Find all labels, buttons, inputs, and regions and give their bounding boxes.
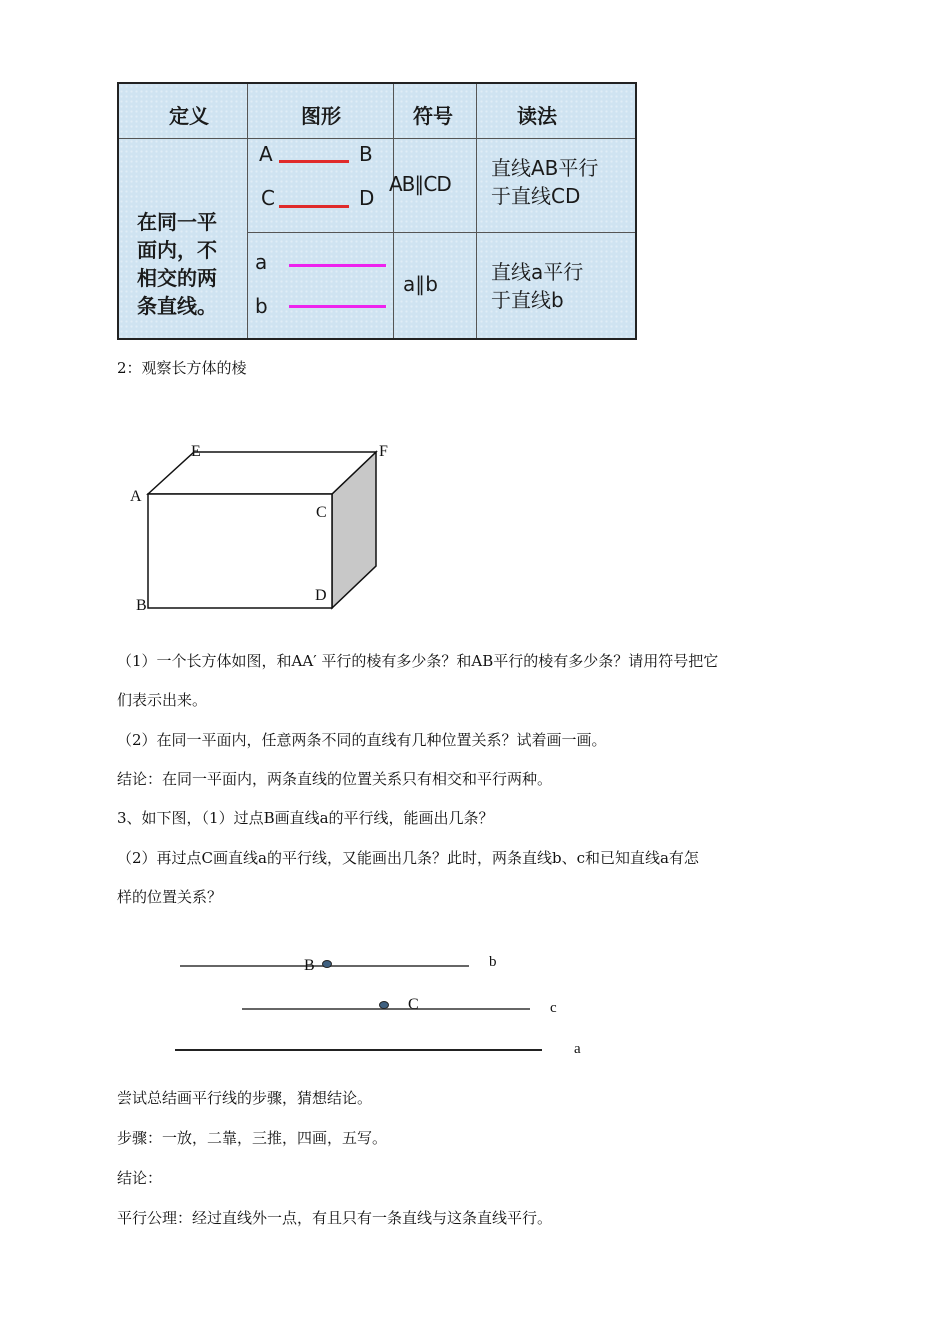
header-reading: 读法 [517,104,557,128]
definition-line: 条直线。 [137,294,217,318]
point-C: C [261,186,275,210]
parallel-axiom: 平行公理：经过直线外一点，有且只有一条直线与这条直线平行。 [117,1209,553,1227]
cuboid-label-F: F [379,443,388,460]
line-label-b: b [255,294,268,318]
steps: 步骤：一放，二靠，三推，四画，五写。 [117,1129,388,1147]
symbol-AB-parallel-CD: AB∥CD [389,172,451,196]
cuboid-label-E: E [191,443,201,460]
point-C-dot [380,1002,389,1009]
point-label-B: B [304,957,315,974]
try-summarize: 尝试总结画平行线的步骤，猜想结论。 [117,1089,373,1107]
definition-line: 在同一平 [137,210,217,234]
point-D: D [359,186,375,210]
point-B-dot [323,961,332,968]
question-1-line-1: （1）一个长方体如图，和AA′ 平行的棱有多少条？和AB平行的棱有多少条？请用符号把它 [117,652,719,670]
point-label-C: C [408,996,419,1013]
section-2-title: 2：观察长方体的棱 [117,359,247,377]
cuboid-label-B: B [136,597,147,614]
symbol-a-parallel-b: a∥b [403,272,438,296]
section-3-line-2: （2）再过点C画直线a的平行线，又能画出几条？此时，两条直线b、c和已知直线a有怎 [117,849,699,867]
definition-line: 面内，不 [137,238,217,262]
reading-line: 直线a平行 [491,260,584,284]
question-1-line-2: 们表示出来。 [117,691,208,709]
conclusion-1: 结论：在同一平面内，两条直线的位置关系只有相交和平行两种。 [117,770,553,788]
line-label-a: a [255,250,268,274]
section-3-line-1: 3、如下图，（1）过点B画直线a的平行线，能画出几条？ [117,809,494,827]
cuboid-label-A: A [130,488,142,505]
cuboid-label-D: D [315,587,327,604]
conclusion-2: 结论： [117,1169,163,1187]
line-label-b: b [489,954,497,970]
reading-line: 直线AB平行 [491,156,599,180]
header-symbol: 符号 [413,104,453,128]
definition-line: 相交的两 [137,266,217,290]
reading-line: 于直线CD [491,184,581,208]
header-definition: 定义 [169,104,209,128]
reading-line: 于直线b [491,288,564,312]
question-2: （2）在同一平面内，任意两条不同的直线有几种位置关系？试着画一画。 [117,731,607,749]
header-figure: 图形 [301,104,341,128]
section-3-line-3: 样的位置关系？ [117,888,223,906]
line-label-c: c [550,1000,557,1016]
line-label-a: a [574,1041,581,1057]
cuboid-label-C: C [316,504,327,521]
point-A: A [259,142,273,166]
point-B: B [359,142,373,166]
